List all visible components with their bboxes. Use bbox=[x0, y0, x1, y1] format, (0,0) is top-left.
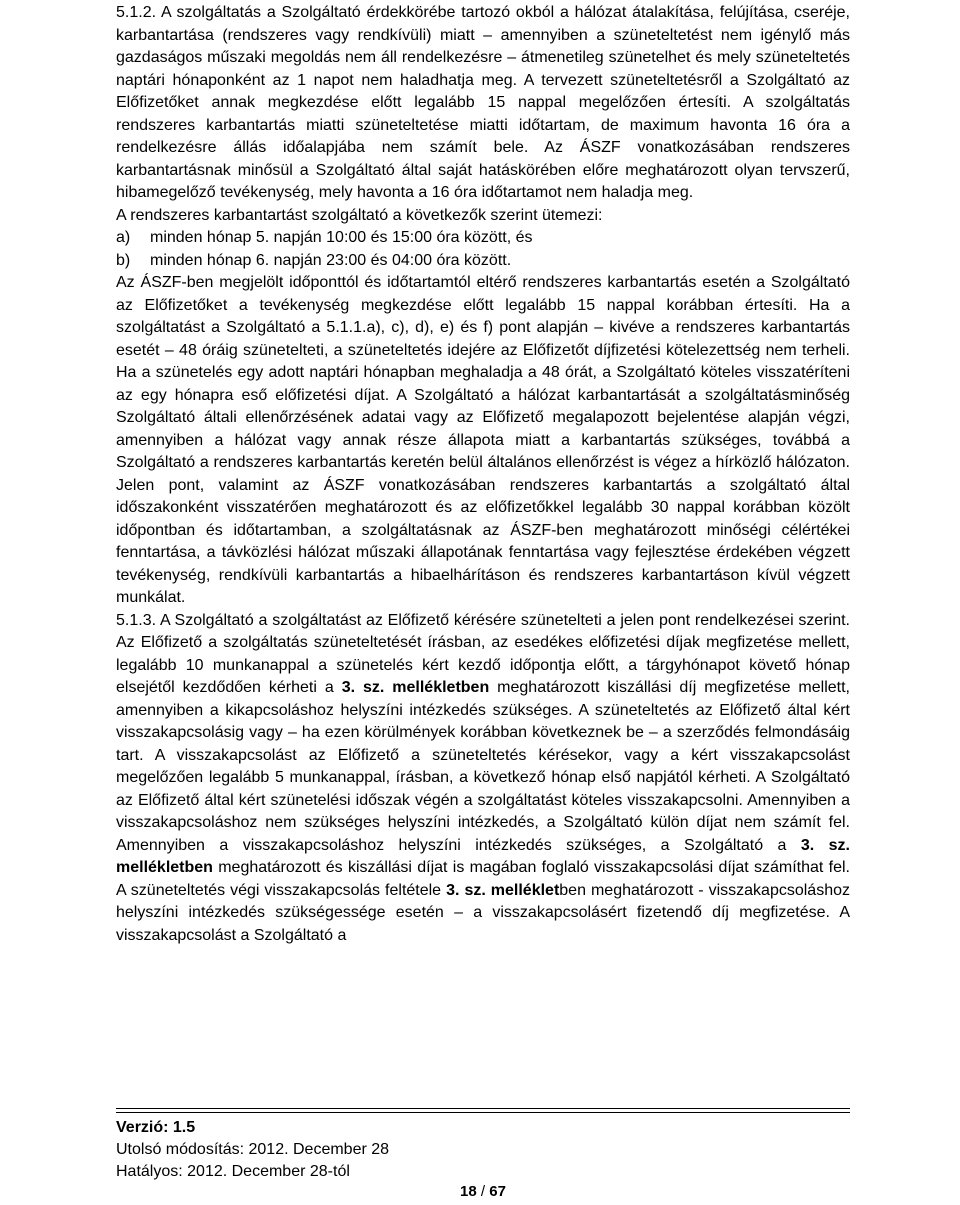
text-run: A rendszeres karbantartást szolgáltató a következők szerint ütemezi: bbox=[116, 206, 603, 224]
paragraphs-after-list bbox=[116, 272, 850, 947]
current-page: 18 bbox=[460, 1183, 477, 1200]
paragraph bbox=[116, 2, 850, 205]
page-number bbox=[116, 1183, 850, 1200]
text-run: meghatározott és kiszállási díjat is magában foglaló visszakapcsolási díjat számíthat fel. A szüneteltetés végi visszakapcsolás feltétele bbox=[116, 859, 850, 899]
schedule-item bbox=[116, 250, 850, 273]
version-label: Verzió: 1.5 bbox=[116, 1119, 196, 1136]
text-run: 5.1.2. A szolgáltatás a Szolgáltató érdekkörébe tartozó okból a hálózat átalakítása, felújítása, cseréje, karbantartása (rendszeres vagy rendkívüli) miatt – amennyiben a szüneteltetést nem igénylő más gazdaságos műszaki megoldás nem áll rendelkezésre – átmenetileg szünetelhet és mely szüneteltetés naptári hónaponként az 1 napot nem haladhatja meg. A tervezett szüneteltetésről a Szolgáltató az Előfizetőket annak megkezdése előtt legalább 15 nappal megelőzően értesíti. A szolgáltatás rendszeres karbantartás miatti szüneteltetése miatti időtartam, de maximum havonta 16 óra a rendelkezésre állás időalapjába nem számít bele. Az ÁSZF vonatkozásában rendszeres karbantartásnak minősül a Szolgáltató által saját hatáskörében előre meghatározott olyan tervszerű, hibamegelőző tevékenység, mely havonta a 16 óra időtartamot nem haladja meg. bbox=[116, 4, 850, 201]
text-run: Az ÁSZF-ben megjelölt időponttól és időtartamtól eltérő rendszeres karbantartás esetén a Szolgáltató az Előfizetőket a tevékenység megkezdése előtt legalább 15 nappal korábban értesíti. Ha a szolgáltatást a Szolgáltató a 5.1.1.a), c), d), e) és f) pont alapján – kivéve a rendszeres karbantartás esetét – 48 óráig szünetelteti, a szüneteltetés idejére az Előfizetőt díjfizetési kötelezettség nem terheli. Ha a szünetelés egy adott naptári hónapban meghaladja a 48 órát, a Szolgáltató köteles visszatéríteni az egy hónapra eső előfizetési díjat. A Szolgáltató a hálózat karbantartását a szolgáltatásminőség Szolgáltató általi ellenőrzésének adatai vagy az Előfizető megalapozott bejelentése alapján végzi, amennyiben a hálózat vagy annak része állapota miatt a karbantartás szükséges, továbbá a Szolgáltató a rendszeres karbantartás keretén belül általános ellenőrzést is végez a hírközlő hálózaton. Jelen pont, valamint az ÁSZF vonatkozásában rendszeres karbantartás a szolgáltató által időszakonként visszatérően meghatározott és az előfizetőkkel legalább 30 nappal korábban közölt időpontban és időtartamban, a szolgáltatásnak az ÁSZF-ben meghatározott minőségi célértékei fenntartása, a távközlési hálózat műszaki állapotának fenntartása vagy fejlesztése érdekében végzett tevékenység, rendkívüli karbantartás a hibaelhárításon és rendszeres karbantartáson kívül végzett munkálat. bbox=[116, 274, 850, 606]
effective-date: Hatályos: 2012. December 28-tól bbox=[116, 1163, 350, 1180]
paragraph bbox=[116, 272, 850, 610]
page-separator: / bbox=[476, 1183, 490, 1200]
total-pages: 67 bbox=[489, 1183, 506, 1200]
schedule-item-marker: a) bbox=[116, 229, 131, 246]
schedule-item-text: minden hónap 6. napján 23:00 és 04:00 óra között. bbox=[150, 251, 512, 269]
text-run: ben meghatározott - visszakapcsoláshoz helyszíni intézkedés szükségessége esetén – a visszakapcsolásért fizetendő díj megfizetése. A visszakapcsolást a Szolgáltató a bbox=[116, 881, 850, 944]
schedule-item-marker: b) bbox=[116, 251, 131, 269]
paragraphs-before-list bbox=[116, 2, 850, 227]
paragraph bbox=[116, 205, 850, 228]
bold-reference: 3. sz. mellékletben bbox=[341, 679, 490, 696]
page-footer bbox=[116, 1117, 850, 1183]
maintenance-schedule-list bbox=[116, 227, 850, 272]
bold-reference: 3. sz. melléklet bbox=[446, 881, 560, 899]
paragraph bbox=[116, 610, 850, 948]
bold-reference: 3. sz. mellékletben bbox=[116, 836, 850, 876]
schedule-item-text: minden hónap 5. napján 10:00 és 15:00 óra között, és bbox=[150, 229, 533, 246]
last-modified-date: Utolsó módosítás: 2012. December 28 bbox=[116, 1141, 390, 1158]
text-run: meghatározott kiszállási díj megfizetése mellett, amennyiben a kikapcsoláshoz helyszíni intézkedés szükséges. A szüneteltetés az Előfizető által kért visszakapcsolásig vagy – ha ezen körülmények korábban következnek be – a szerződés felmondásáig tart. A visszakapcsolást az Előfizető a szüneteltetés kérésekor, vagy a kért visszakapcsolást megelőzően legalább 5 munkanappal, írásban, a következő hónap első napjától kérheti. A Szolgáltató az Előfizető által kért szünetelési időszak végén a szolgáltatást köteles visszakapcsolni. Amennyiben a visszakapcsoláshoz nem szükséges helyszíni intézkedés, a Szolgáltató külön díjat nem számít fel. Amennyiben a visszakapcsoláshoz helyszíni intézkedés szükséges, a Szolgáltató a bbox=[116, 679, 850, 854]
footer-divider-top bbox=[116, 1108, 850, 1109]
text-run: 5.1.3. A Szolgáltató a szolgáltatást az Előfizető kérésére szünetelteti a jelen pont rendelkezései szerint. Az Előfizető a szolgáltatás szüneteltetését írásban, az esedékes előfizetési díjak megfizetése mellett, legalább 10 munkanappal a szünetelés kért kezdő időpontja előtt, a tárgyhónapot követő hónap elsejétől kezdődően kérheti a bbox=[116, 611, 850, 696]
schedule-item bbox=[116, 227, 850, 250]
document-body bbox=[116, 2, 850, 947]
footer-divider-bottom bbox=[116, 1112, 850, 1113]
